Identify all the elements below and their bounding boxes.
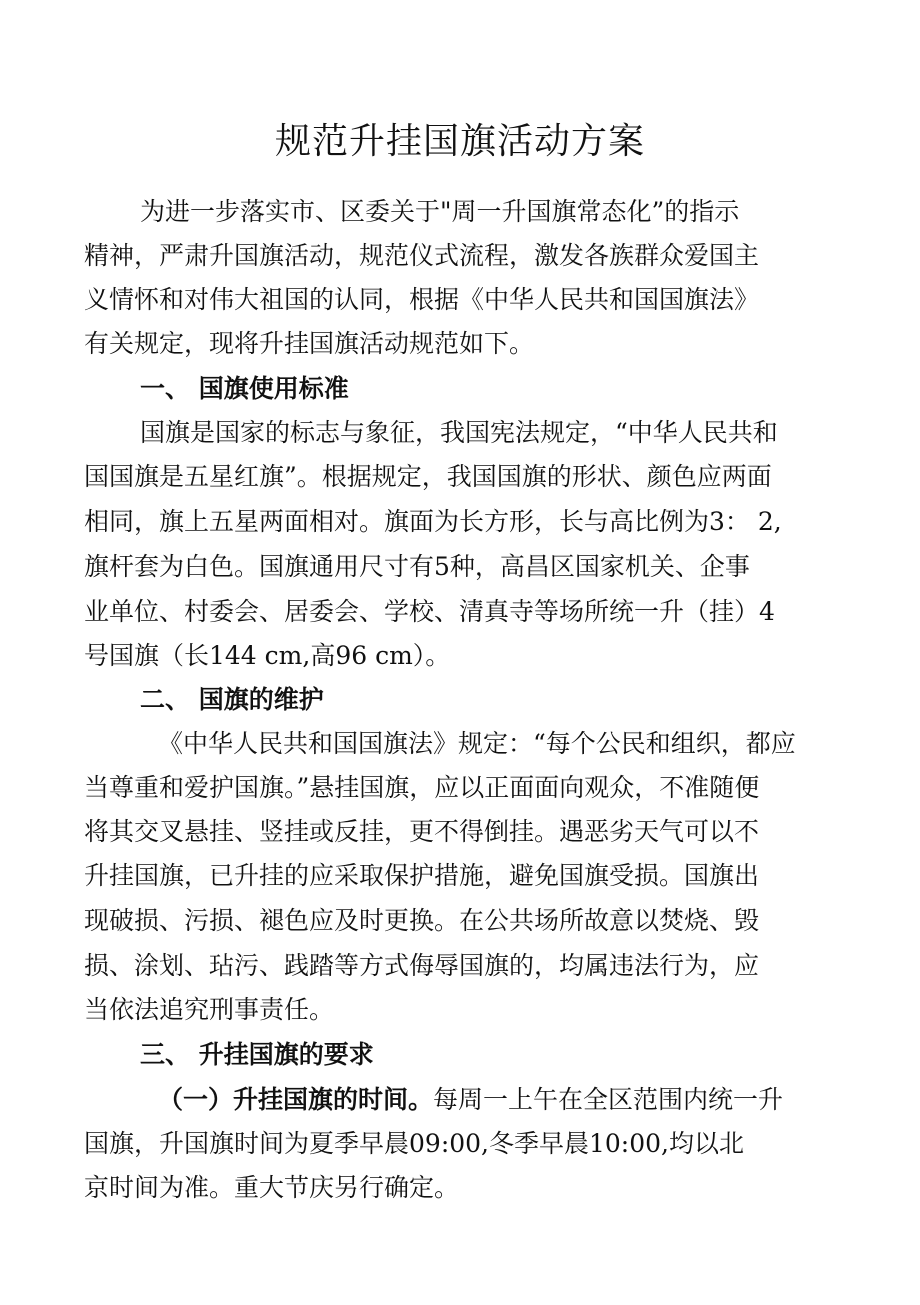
- paragraph-line: 京时间为准。重大节庆另行确定。: [84, 1173, 460, 1202]
- paragraph-line: 升挂国旗，已升挂的应采取保护措施，避免国旗受损。国旗出: [84, 861, 760, 890]
- paragraph-line: 业单位、村委会、居委会、学校、清真寺等场所统一升（挂）4: [84, 597, 775, 626]
- paragraph-line: 当依法追究刑事责任。: [84, 995, 335, 1024]
- paragraph-line: 《中华人民共和国国旗法》规定：“每个公民和组织，都应: [158, 729, 796, 758]
- paragraph-line: 义情怀和对伟大祖国的认同，根据《中华人民共和国国旗法》: [84, 285, 760, 314]
- paragraph-line: 旗杆套为白色。国旗通用尺寸有5种，高昌区国家机关、企事: [84, 552, 750, 581]
- paragraph-line: 将其交叉悬挂、竖挂或反挂，更不得倒挂。遇恶劣天气可以不: [84, 817, 760, 846]
- paragraph-line: 国旗，升国旗时间为夏季早晨09:00,冬季早晨10:00,均以北: [84, 1129, 744, 1158]
- section-heading: 一、 国旗使用标准: [140, 374, 349, 403]
- section-heading: 二、 国旗的维护: [140, 685, 324, 714]
- paragraph-line: 当尊重和爱护国旗。”悬挂国旗，应以正面面向观众，不准随便: [84, 773, 760, 802]
- paragraph-line: 精神，严肃升国旗活动，规范仪式流程，激发各族群众爱国主: [84, 241, 760, 270]
- subsection-heading: （一）升挂国旗的时间。: [158, 1085, 434, 1114]
- paragraph-line: 现破损、污损、褪色应及时更换。在公共场所故意以焚烧、毁: [84, 906, 760, 935]
- paragraph-text: 每周一上午在全区范围内统一升: [433, 1085, 784, 1114]
- paragraph-line: 为进一步落实市、区委关于"周一升国旗常态化”的指示: [140, 197, 740, 226]
- document-title: 规范升挂国旗活动方案: [274, 121, 645, 162]
- paragraph-line: 相同，旗上五星两面相对。旗面为长方形，长与高比例为3： 2,: [84, 507, 782, 536]
- section-heading: 三、 升挂国旗的要求: [140, 1040, 374, 1069]
- paragraph-line: 国旗是国家的标志与象征，我国宪法规定，“中华人民共和: [140, 418, 778, 447]
- paragraph-line: 国国旗是五星红旗”。根据规定，我国国旗的形状、颜色应两面: [84, 462, 772, 491]
- paragraph-line: 损、涂划、玷污、践踏等方式侮辱国旗的，均属违法行为，应: [84, 951, 760, 980]
- paragraph-line: 有关规定，现将升挂国旗活动规范如下。: [84, 329, 535, 358]
- paragraph-line: [158, 1083, 783, 1117]
- paragraph-line: 号国旗（长144 cm,高96 cm）。: [84, 641, 451, 670]
